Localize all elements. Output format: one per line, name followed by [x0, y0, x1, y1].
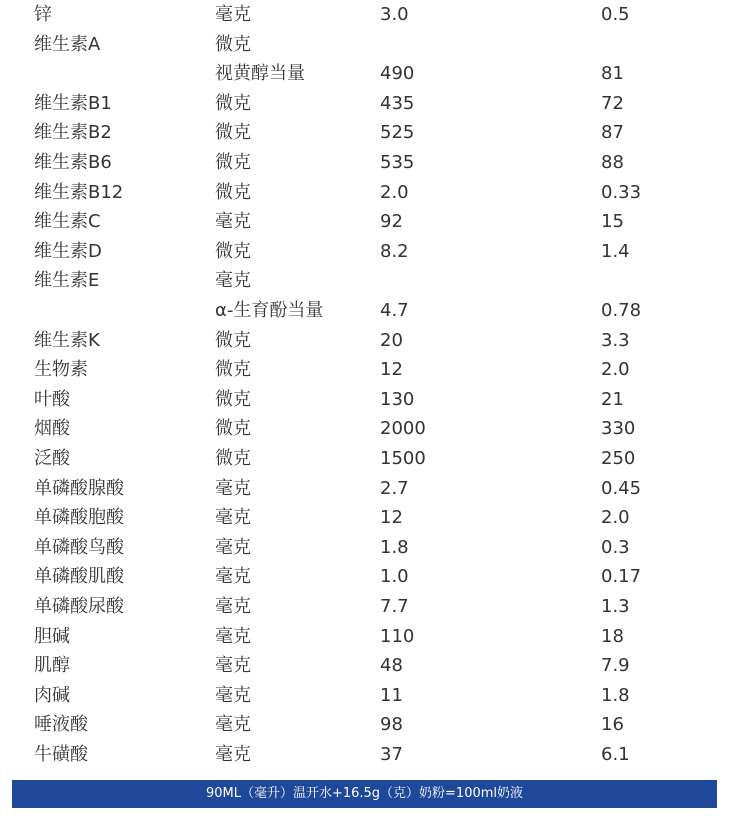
nutrient-unit: 微克	[215, 152, 251, 173]
nutrient-unit: 毫克	[215, 744, 251, 765]
table-row	[0, 355, 730, 384]
nutrient-value: 3.0	[380, 4, 409, 25]
nutrient-percent: 7.9	[601, 655, 630, 677]
nutrient-name: 唾液酸	[34, 714, 88, 736]
nutrient-percent: 6.1	[601, 744, 630, 765]
nutrient-name: 泛酸	[34, 448, 70, 469]
table-row	[0, 237, 730, 266]
nutrient-value: 12	[380, 359, 403, 381]
nutrient-unit: 毫克	[215, 655, 251, 677]
nutrient-unit: 毫克	[215, 596, 251, 617]
nutrient-percent: 1.8	[601, 684, 630, 706]
nutrient-percent: 1.3	[601, 596, 630, 617]
table-row	[0, 59, 730, 88]
nutrient-name: 维生素E	[34, 270, 100, 292]
table-row	[0, 148, 730, 177]
nutrient-unit: 毫克	[215, 625, 251, 647]
nutrient-value: 1.8	[380, 536, 409, 558]
nutrient-value: 1.0	[380, 566, 409, 588]
footer-banner	[12, 780, 717, 808]
nutrient-percent: 87	[601, 122, 624, 144]
nutrient-name: 单磷酸尿酸	[34, 596, 124, 617]
nutrient-name: 维生素B12	[34, 181, 124, 203]
nutrient-unit: 微克	[215, 388, 251, 410]
nutrient-unit: 毫克	[215, 211, 251, 233]
table-row	[0, 385, 730, 414]
nutrient-name: 维生素D	[34, 240, 102, 262]
nutrient-name: 锌	[34, 4, 52, 25]
table-row	[0, 592, 730, 621]
nutrient-value: 98	[380, 714, 403, 736]
nutrient-unit: 微克	[215, 92, 251, 114]
nutrient-value: 11	[380, 684, 403, 706]
nutrient-unit: 微克	[215, 181, 251, 203]
nutrient-percent: 18	[601, 625, 624, 647]
nutrient-percent: 16	[601, 714, 624, 736]
table-row	[0, 503, 730, 532]
nutrient-value: 490	[380, 63, 415, 85]
nutrient-name: 单磷酸肌酸	[34, 566, 124, 588]
nutrient-name: 肉碱	[34, 684, 70, 706]
table-row	[0, 474, 730, 503]
nutrient-unit: 毫克	[215, 477, 251, 499]
nutrient-name: 单磷酸腺酸	[34, 477, 124, 499]
table-row	[0, 266, 730, 295]
table-row	[0, 326, 730, 355]
nutrient-name: 叶酸	[34, 388, 70, 410]
nutrient-value: 130	[380, 388, 415, 410]
nutrient-percent: 72	[601, 92, 624, 114]
nutrient-unit: 毫克	[215, 536, 251, 558]
nutrient-value: 535	[380, 152, 415, 173]
nutrient-value: 48	[380, 655, 403, 677]
table-row	[0, 562, 730, 591]
nutrient-unit: 毫克	[215, 684, 251, 706]
nutrient-percent: 0.33	[601, 181, 642, 203]
nutrient-unit: 毫克	[215, 270, 251, 292]
nutrient-name: 维生素C	[34, 211, 101, 233]
nutrient-percent: 250	[601, 448, 636, 469]
nutrient-name: 肌醇	[34, 655, 70, 677]
nutrient-percent: 81	[601, 63, 624, 85]
nutrient-percent: 330	[601, 418, 636, 440]
table-row	[0, 207, 730, 236]
nutrient-unit: α-生育酚当量	[215, 300, 324, 321]
footer-text: 90ML（毫升）温开水+16.5g（克）奶粉=100ml奶液	[205, 786, 524, 801]
nutrient-value: 2000	[380, 418, 426, 440]
nutrient-value: 92	[380, 211, 403, 233]
nutrient-percent: 2.0	[601, 359, 630, 381]
nutrient-percent: 1.4	[601, 240, 630, 262]
nutrient-value: 12	[380, 507, 403, 529]
table-row	[0, 178, 730, 207]
nutrient-unit: 毫克	[215, 566, 251, 588]
nutrient-percent: 21	[601, 388, 624, 410]
nutrient-value: 2.7	[380, 477, 409, 499]
nutrient-value: 2.0	[380, 181, 409, 203]
nutrient-name: 维生素A	[34, 33, 101, 55]
nutrient-value: 20	[380, 329, 403, 351]
nutrient-value: 1500	[380, 448, 426, 469]
table-row	[0, 414, 730, 443]
nutrient-value: 37	[380, 744, 403, 765]
nutrient-percent: 88	[601, 152, 624, 173]
nutrient-unit: 视黄醇当量	[215, 63, 305, 85]
nutrient-name: 维生素K	[34, 329, 100, 351]
nutrient-value: 8.2	[380, 240, 409, 262]
nutrient-name: 单磷酸胞酸	[34, 507, 124, 529]
nutrient-name: 牛磺酸	[34, 744, 88, 765]
table-row	[0, 296, 730, 325]
nutrient-percent: 15	[601, 211, 624, 233]
nutrient-unit: 微克	[215, 122, 251, 144]
nutrient-name: 单磷酸鸟酸	[34, 536, 124, 558]
nutrient-name: 生物素	[34, 359, 88, 381]
table-row	[0, 651, 730, 680]
nutrient-unit: 微克	[215, 329, 251, 351]
nutrient-value: 4.7	[380, 300, 409, 321]
nutrient-percent: 0.17	[601, 566, 642, 588]
nutrient-name: 维生素B1	[34, 92, 112, 114]
nutrient-percent: 0.45	[601, 477, 642, 499]
nutrient-name: 维生素B6	[34, 152, 112, 173]
nutrient-percent: 2.0	[601, 507, 630, 529]
table-row	[0, 118, 730, 147]
table-row	[0, 710, 730, 739]
nutrient-value: 110	[380, 625, 415, 647]
table-row	[0, 444, 730, 473]
nutrient-percent: 0.3	[601, 536, 630, 558]
table-row	[0, 622, 730, 651]
nutrient-unit: 毫克	[215, 714, 251, 736]
table-row	[0, 89, 730, 118]
table-row	[0, 30, 730, 59]
nutrient-percent: 0.78	[601, 300, 642, 321]
table-row	[0, 0, 730, 29]
nutrient-name: 烟酸	[34, 418, 70, 440]
nutrient-unit: 毫克	[215, 507, 251, 529]
table-row	[0, 681, 730, 710]
nutrient-value: 435	[380, 92, 415, 114]
nutrient-unit: 微克	[215, 33, 251, 55]
nutrient-name: 胆碱	[34, 625, 70, 647]
nutrient-name: 维生素B2	[34, 122, 112, 144]
nutrient-value: 7.7	[380, 596, 409, 617]
nutrient-unit: 微克	[215, 448, 251, 469]
nutrient-unit: 微克	[215, 418, 251, 440]
nutrient-percent: 0.5	[601, 4, 630, 25]
nutrient-value: 525	[380, 122, 415, 144]
nutrient-unit: 微克	[215, 240, 251, 262]
nutrient-percent: 3.3	[601, 329, 630, 351]
table-row	[0, 533, 730, 562]
table-row	[0, 740, 730, 769]
nutrient-unit: 微克	[215, 359, 251, 381]
nutrient-unit: 毫克	[215, 4, 251, 25]
